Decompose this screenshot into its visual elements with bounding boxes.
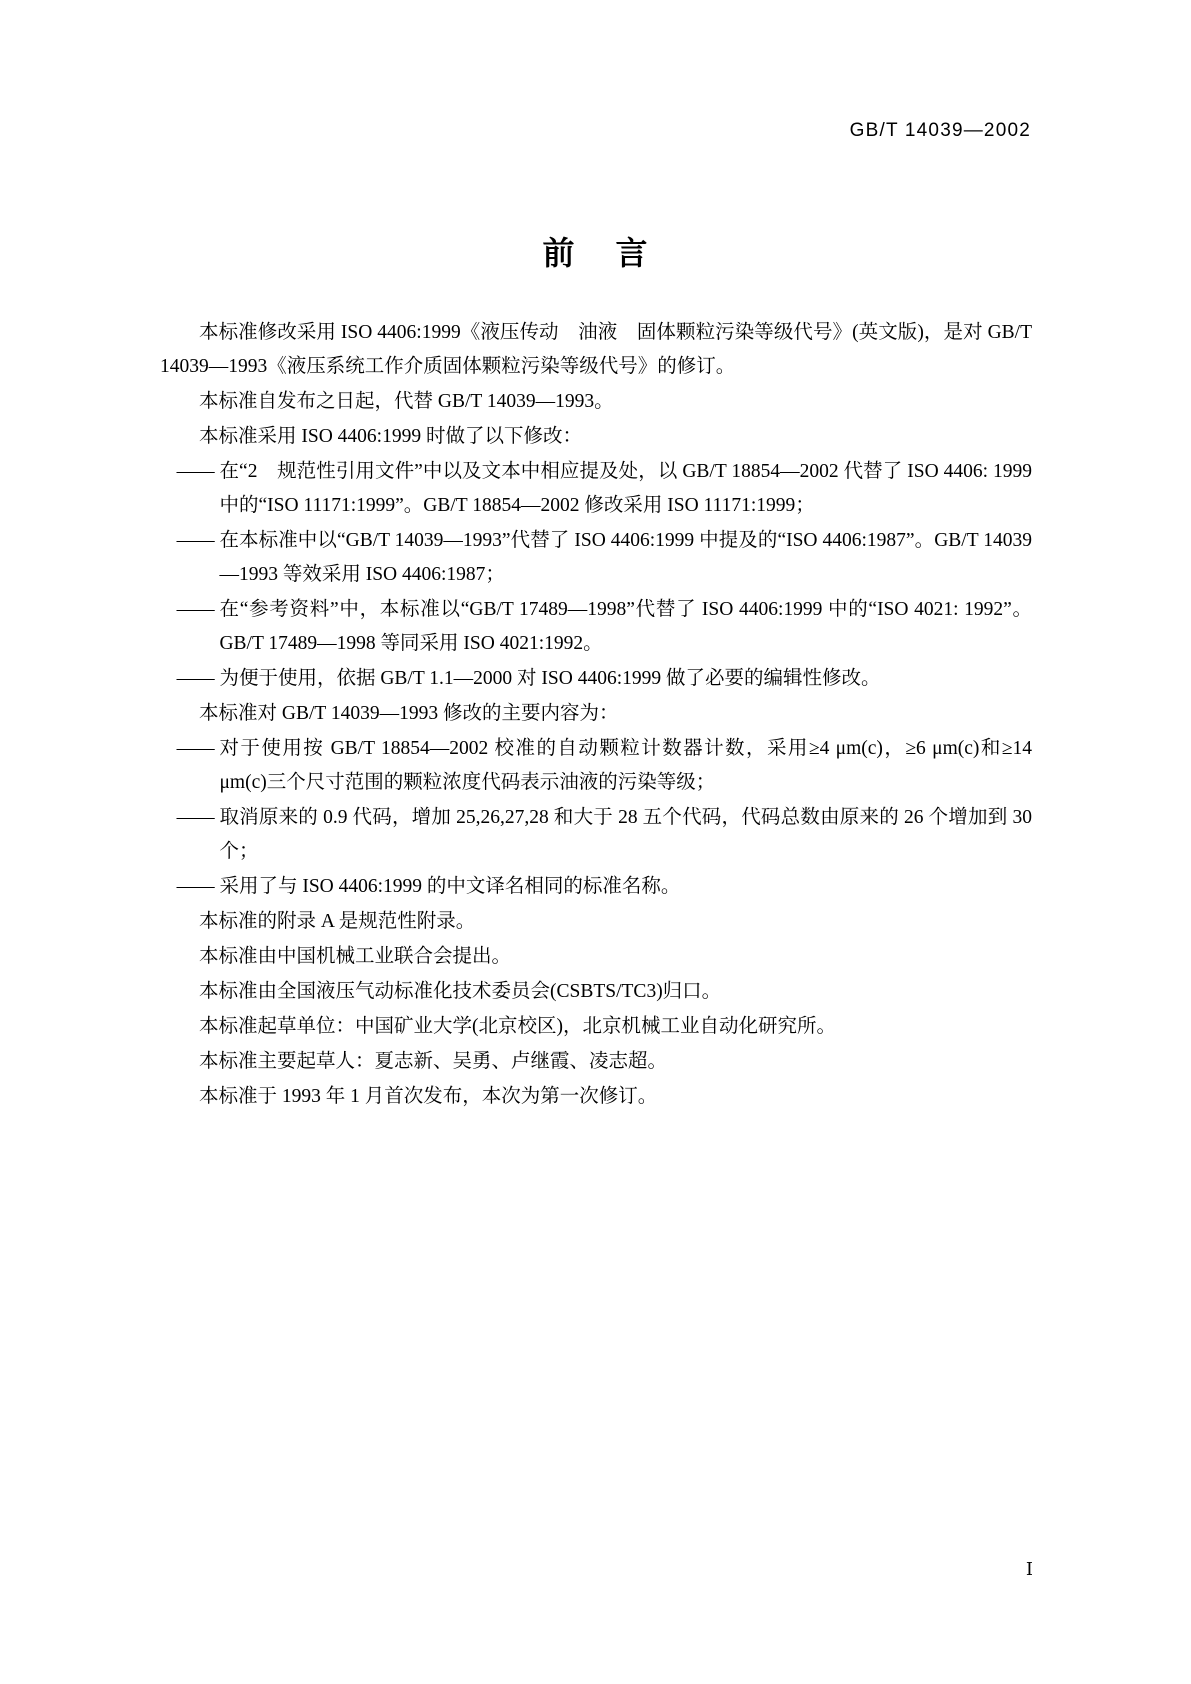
list-item (160, 455, 1032, 523)
paragraph: 本标准自发布之日起，代替 GB/T 14039—1993。 (199, 391, 614, 412)
page-title (0, 228, 1191, 274)
header-standard-code: GB/T 14039—2002 (849, 120, 1031, 141)
list-item-text: 为便于使用，依据 GB/T 1.1—2000 对 ISO 4406:1999 做了必要的编辑性修改。 (219, 668, 881, 689)
title-char-1: 前 (542, 235, 576, 271)
list-item-text: 在本标准中以“GB/T 14039—1993”代替了 ISO 4406:1999 中提及的“ISO 4406:1987”。GB/T 14039—1993 等效采用 ISO 4406:1987； (219, 530, 1032, 585)
dash-marker: —— (176, 876, 214, 897)
list-item (160, 662, 1032, 696)
list-item (160, 801, 1032, 869)
list-item-text: 在“2 规范性引用文件”中以及文本中相应提及处，以 GB/T 18854—2002 代替了 ISO 4406: 1999 中的“ISO 11171:1999”。GB/T 18854—2002 修改采用 ISO 11171:1999； (219, 461, 1032, 516)
dash-marker: —— (176, 738, 214, 759)
list-item (160, 524, 1032, 592)
paragraph: 本标准的附录 A 是规范性附录。 (199, 911, 476, 932)
title-char-2: 言 (615, 235, 649, 271)
paragraph: 本标准对 GB/T 14039—1993 修改的主要内容为： (199, 703, 619, 724)
paragraph: 本标准起草单位：中国矿业大学(北京校区)，北京机械工业自动化研究所。 (199, 1016, 836, 1037)
dash-marker: —— (176, 530, 214, 551)
paragraph: 本标准采用 ISO 4406:1999 时做了以下修改： (199, 426, 582, 447)
paragraph: 本标准由中国机械工业联合会提出。 (199, 946, 512, 967)
dash-marker: —— (176, 807, 214, 828)
paragraph: 本标准修改采用 ISO 4406:1999《液压传动 油液 固体颗粒污染等级代号》(英文版)，是对 GB/T 14039—1993《液压系统工作介质固体颗粒污染等级代号》的修订。 (160, 322, 1032, 377)
list-item (160, 870, 1032, 904)
list-item-text: 采用了与 ISO 4406:1999 的中文译名相同的标准名称。 (219, 876, 681, 897)
paragraph: 本标准由全国液压气动标准化技术委员会(CSBTS/TC3)归口。 (199, 981, 722, 1002)
list-item-text: 对于使用按 GB/T 18854—2002 校准的自动颗粒计数器计数，采用≥4 μm(c)，≥6 μm(c)和≥14 μm(c)三个尺寸范围的颗粒浓度代码表示油液的污染等级； (219, 738, 1032, 793)
paragraph: 本标准于 1993 年 1 月首次发布，本次为第一次修订。 (199, 1086, 658, 1107)
page-number: Ⅰ (1025, 1559, 1033, 1579)
list-item-text: 取消原来的 0.9 代码，增加 25,26,27,28 和大于 28 五个代码，代码总数由原来的 26 个增加到 30 个； (219, 807, 1032, 862)
dash-marker: —— (176, 599, 214, 620)
dash-marker: —— (176, 668, 214, 689)
list-item (160, 732, 1032, 800)
dash-marker: —— (176, 461, 214, 482)
paragraph: 本标准主要起草人：夏志新、吴勇、卢继霞、凌志超。 (199, 1051, 668, 1072)
document-body (160, 316, 1032, 1115)
list-item-text: 在“参考资料”中，本标准以“GB/T 17489—1998”代替了 ISO 4406:1999 中的“ISO 4021: 1992”。GB/T 17489—1998 等同采用 ISO 4021:1992。 (219, 599, 1032, 654)
list-item (160, 593, 1032, 661)
